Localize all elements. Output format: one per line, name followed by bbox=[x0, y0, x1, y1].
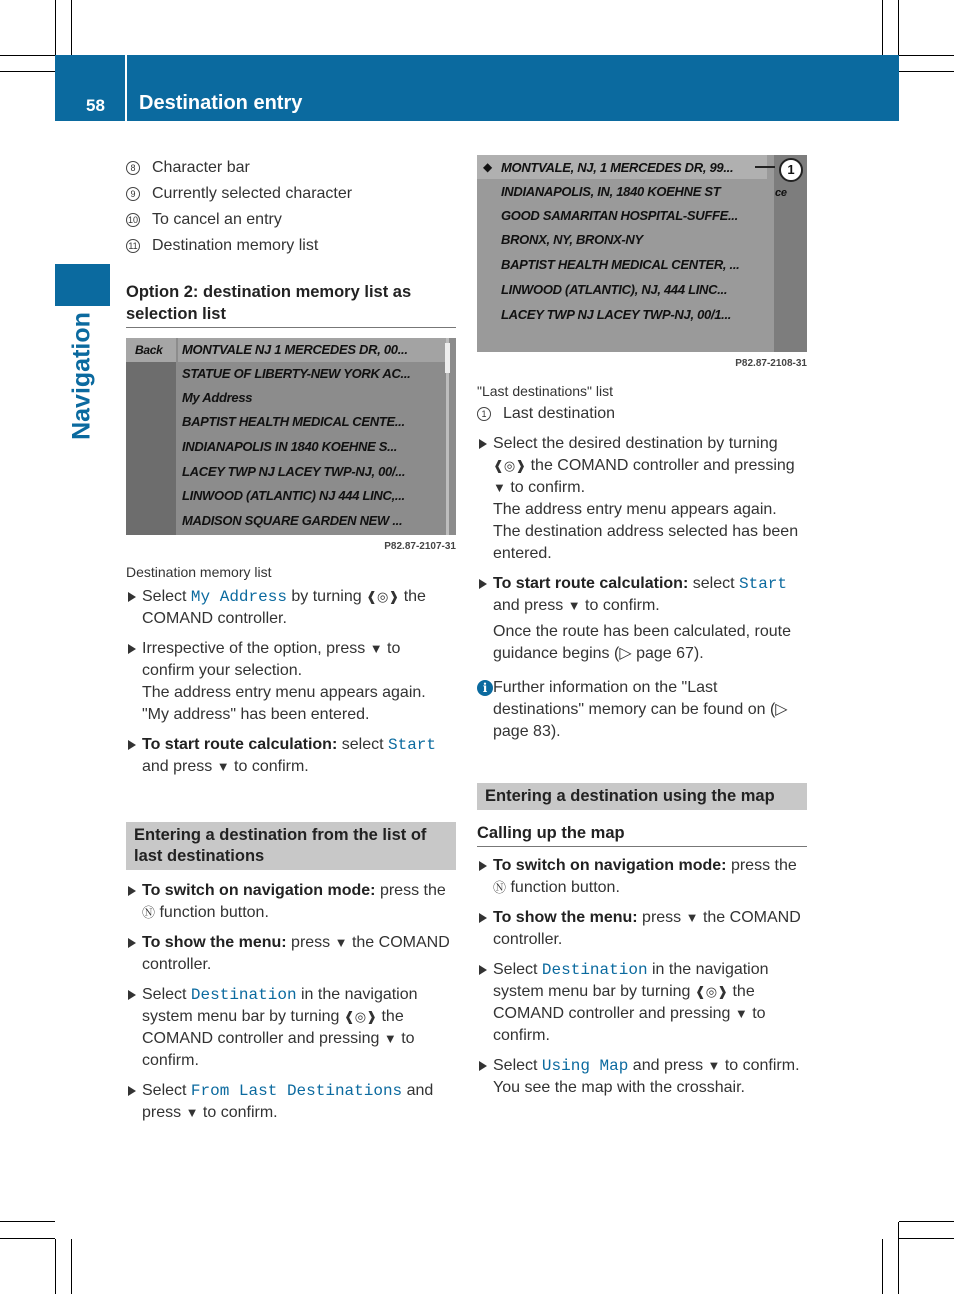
legend-item bbox=[477, 401, 807, 427]
menu-item-using-map: Using Map bbox=[541, 1057, 629, 1075]
step-text: press bbox=[291, 934, 331, 951]
step-text: press the bbox=[379, 882, 446, 899]
instruction-step bbox=[126, 880, 456, 924]
instruction-step bbox=[477, 433, 807, 565]
crop-mark bbox=[899, 1221, 954, 1222]
step-text: the COMAND controller. bbox=[493, 909, 801, 948]
image-code: P82.87-2108-31 bbox=[735, 358, 807, 369]
crop-mark bbox=[898, 0, 899, 55]
step-text: Select bbox=[142, 588, 187, 605]
screen-scrollbar-thumb bbox=[445, 343, 450, 373]
step-text: to confirm. bbox=[493, 1005, 766, 1044]
screen-row: INDIANAPOLIS IN 1840 KOEHNE S... bbox=[182, 439, 398, 454]
crop-mark bbox=[899, 71, 954, 72]
step-text: the COMAND controller and pressing bbox=[530, 457, 795, 474]
side-tab bbox=[55, 264, 110, 306]
screen-row: BAPTIST HEALTH MEDICAL CENTE... bbox=[182, 414, 405, 429]
legend-item bbox=[126, 181, 456, 207]
step-text: press bbox=[642, 909, 682, 926]
instruction-step bbox=[477, 855, 807, 899]
rotate-controller-icon: ❰◎❱ bbox=[343, 1009, 378, 1024]
legend-item bbox=[126, 207, 456, 233]
screen-row: My Address bbox=[182, 390, 253, 405]
screen-row: LACEY TWP NJ LACEY TWP-NJ, 00/1... bbox=[501, 307, 732, 322]
rotate-controller-icon: ❰◎❱ bbox=[493, 458, 527, 473]
step-text: press the bbox=[730, 857, 797, 874]
crop-mark bbox=[899, 55, 954, 56]
legend-item bbox=[126, 155, 456, 181]
step-result: The address entry menu appears again. "My address" has been entered. bbox=[142, 684, 426, 723]
legend-list bbox=[126, 155, 456, 259]
step-text: to confirm. bbox=[202, 1104, 278, 1121]
menu-item-destination: Destination bbox=[190, 986, 297, 1004]
navi-button-icon: Ⓝ bbox=[493, 880, 507, 895]
press-controller-icon: ▼ bbox=[493, 480, 506, 495]
step-bold: To show the menu: bbox=[142, 934, 287, 951]
instruction-step bbox=[126, 1080, 456, 1124]
step-result: Once the route has been calculated, route guidance begins (▷ page 67). bbox=[493, 623, 791, 662]
instruction-step bbox=[477, 1055, 807, 1099]
screen-row: LINWOOD (ATLANTIC), NJ, 444 LINC... bbox=[501, 282, 728, 297]
crop-mark bbox=[0, 71, 55, 72]
press-controller-icon: ▼ bbox=[567, 598, 581, 613]
screen-row: LACEY TWP NJ LACEY TWP-NJ, 00/... bbox=[182, 464, 406, 479]
step-text: Select bbox=[493, 1057, 538, 1074]
step-text: the COMAND controller and pressing bbox=[493, 983, 755, 1022]
step-text: Irrespective of the option, press bbox=[142, 640, 366, 657]
callout-number: 9 bbox=[126, 187, 140, 201]
menu-item-start: Start bbox=[738, 575, 787, 593]
step-text: in the navigation system menu bar by turning bbox=[142, 986, 418, 1025]
instruction-step bbox=[477, 959, 807, 1047]
header-divider bbox=[125, 55, 127, 121]
screen-side-text: ce bbox=[775, 187, 787, 199]
callout-number: 10 bbox=[127, 215, 138, 225]
page-number: 58 bbox=[86, 96, 105, 115]
instruction-step bbox=[477, 907, 807, 951]
legend-text: Last destination bbox=[503, 405, 616, 422]
step-text: function button. bbox=[159, 904, 269, 921]
step-text: Select bbox=[493, 961, 538, 978]
screen-row: MONTVALE NJ 1 MERCEDES DR, 00... bbox=[182, 342, 408, 357]
step-text: select bbox=[692, 575, 735, 592]
callout-number: 1 bbox=[477, 407, 491, 421]
step-text: the COMAND controller and pressing bbox=[142, 1008, 404, 1047]
crop-mark bbox=[71, 1239, 72, 1294]
press-controller-icon: ▼ bbox=[185, 1105, 199, 1120]
diamond-icon: ◆ bbox=[483, 160, 492, 174]
step-text: and press bbox=[632, 1057, 704, 1074]
crop-mark bbox=[71, 0, 72, 55]
step-text: to confirm your selection. bbox=[142, 640, 401, 679]
step-text: Select bbox=[142, 986, 187, 1003]
legend-text: To cancel an entry bbox=[152, 211, 282, 228]
instruction-step bbox=[477, 573, 807, 617]
step-bold: To switch on navigation mode: bbox=[142, 882, 376, 899]
legend-item bbox=[126, 233, 456, 259]
step-text: to confirm. bbox=[142, 1030, 415, 1069]
crop-mark bbox=[55, 1239, 56, 1294]
callout-number: 11 bbox=[126, 239, 140, 253]
menu-item-start: Start bbox=[387, 736, 436, 754]
crop-mark bbox=[882, 1239, 883, 1294]
page-title: Destination entry bbox=[139, 92, 303, 114]
side-tab-label: Navigation bbox=[67, 312, 96, 440]
figure-caption: "Last destinations" list bbox=[477, 383, 614, 399]
screen-back-label: Back bbox=[135, 343, 163, 357]
step-text: to confirm. bbox=[724, 1057, 800, 1074]
screen-row: LINWOOD (ATLANTIC) NJ 444 LINC,... bbox=[182, 488, 405, 503]
callout-number: 8 bbox=[126, 161, 140, 175]
press-controller-icon: ▼ bbox=[685, 910, 699, 925]
screen-right-panel bbox=[774, 155, 807, 352]
figure-caption: Destination memory list bbox=[126, 564, 272, 580]
step-text: to confirm. bbox=[234, 758, 309, 775]
menu-item-my-address: My Address bbox=[190, 588, 287, 606]
step-text: by turning bbox=[291, 588, 362, 605]
step-result: The address entry menu appears again. The destination address selected has been entered. bbox=[493, 501, 799, 562]
instruction-step bbox=[126, 638, 456, 726]
section-heading-last-destinations: Entering a destination from the list of last destinations bbox=[126, 822, 456, 870]
step-text: to confirm. bbox=[585, 597, 660, 614]
screen-row: BRONX, NY, BRONX-NY bbox=[501, 232, 643, 247]
press-controller-icon: ▼ bbox=[734, 1006, 748, 1021]
rotate-controller-icon: ❰◎❱ bbox=[694, 984, 729, 999]
screen-row: BAPTIST HEALTH MEDICAL CENTER, ... bbox=[501, 257, 740, 272]
callout-line bbox=[755, 166, 775, 168]
press-controller-icon: ▼ bbox=[334, 935, 348, 950]
instruction-step bbox=[126, 932, 456, 976]
step-text: in the navigation system menu bar by turning bbox=[493, 961, 769, 1000]
info-icon: i bbox=[477, 680, 493, 696]
navi-button-icon: Ⓝ bbox=[142, 905, 156, 920]
step-text: to confirm. bbox=[510, 479, 586, 496]
legend-text: Currently selected character bbox=[152, 185, 353, 202]
press-controller-icon: ▼ bbox=[216, 759, 230, 774]
crop-mark bbox=[0, 1221, 55, 1222]
left-column bbox=[126, 155, 456, 1124]
destination-memory-screen bbox=[126, 338, 456, 535]
press-controller-icon: ▼ bbox=[707, 1058, 721, 1073]
last-destinations-screen bbox=[477, 155, 807, 352]
press-controller-icon: ▼ bbox=[369, 641, 383, 656]
screen-row: MONTVALE, NJ, 1 MERCEDES DR, 99... bbox=[501, 160, 734, 175]
info-text: Further information on the "Last destinations" memory can be found on (▷ page 83). bbox=[493, 679, 788, 740]
screen-row: GOOD SAMARITAN HOSPITAL-SUFFE... bbox=[501, 208, 738, 223]
instruction-step bbox=[126, 984, 456, 1072]
menu-item-from-last-destinations: From Last Destinations bbox=[190, 1082, 403, 1100]
option2-heading: Option 2: destination memory list as selection list bbox=[126, 281, 456, 328]
step-text: and press bbox=[493, 597, 564, 614]
crop-mark bbox=[0, 55, 55, 56]
step-text: function button. bbox=[510, 879, 620, 896]
screen-row: MADISON SQUARE GARDEN NEW ... bbox=[182, 513, 403, 528]
step-text: Select the desired destination by turning bbox=[493, 435, 778, 452]
subheading-calling-up-map: Calling up the map bbox=[477, 822, 807, 847]
menu-item-destination: Destination bbox=[541, 961, 648, 979]
info-note bbox=[477, 677, 807, 743]
step-bold: To show the menu: bbox=[493, 909, 638, 926]
screen-row: STATUE OF LIBERTY-NEW YORK AC... bbox=[182, 366, 411, 381]
crop-mark bbox=[0, 1238, 55, 1239]
section-heading-map: Entering a destination using the map bbox=[477, 783, 807, 810]
screen-left-panel bbox=[126, 338, 176, 535]
legend-text: Destination memory list bbox=[152, 237, 319, 254]
instruction-step bbox=[126, 586, 456, 630]
instruction-step bbox=[126, 734, 456, 778]
press-controller-icon: ▼ bbox=[383, 1031, 397, 1046]
step-text: Select bbox=[142, 1082, 187, 1099]
step-text: the COMAND controller. bbox=[142, 934, 450, 973]
right-column bbox=[477, 155, 807, 1099]
crop-mark bbox=[55, 0, 56, 55]
crop-mark bbox=[882, 0, 883, 55]
step-text: select bbox=[341, 736, 384, 753]
screen-row: INDIANAPOLIS, IN, 1840 KOEHNE ST bbox=[501, 184, 721, 199]
step-text: the COMAND controller. bbox=[142, 588, 426, 627]
step-bold: To switch on navigation mode: bbox=[493, 857, 727, 874]
callout-number: 1 bbox=[779, 158, 803, 182]
step-text: and press bbox=[142, 758, 213, 775]
step-bold: To start route calculation: bbox=[142, 736, 338, 753]
rotate-controller-icon: ❰◎❱ bbox=[366, 589, 400, 604]
step-text: and press bbox=[142, 1082, 434, 1121]
crop-mark bbox=[899, 1238, 954, 1239]
crop-mark bbox=[898, 1222, 899, 1294]
step-bold: To start route calculation: bbox=[493, 575, 689, 592]
image-code: P82.87-2107-31 bbox=[384, 541, 456, 552]
legend-text: Character bar bbox=[152, 159, 250, 176]
step-result: You see the map with the crosshair. bbox=[493, 1079, 745, 1096]
